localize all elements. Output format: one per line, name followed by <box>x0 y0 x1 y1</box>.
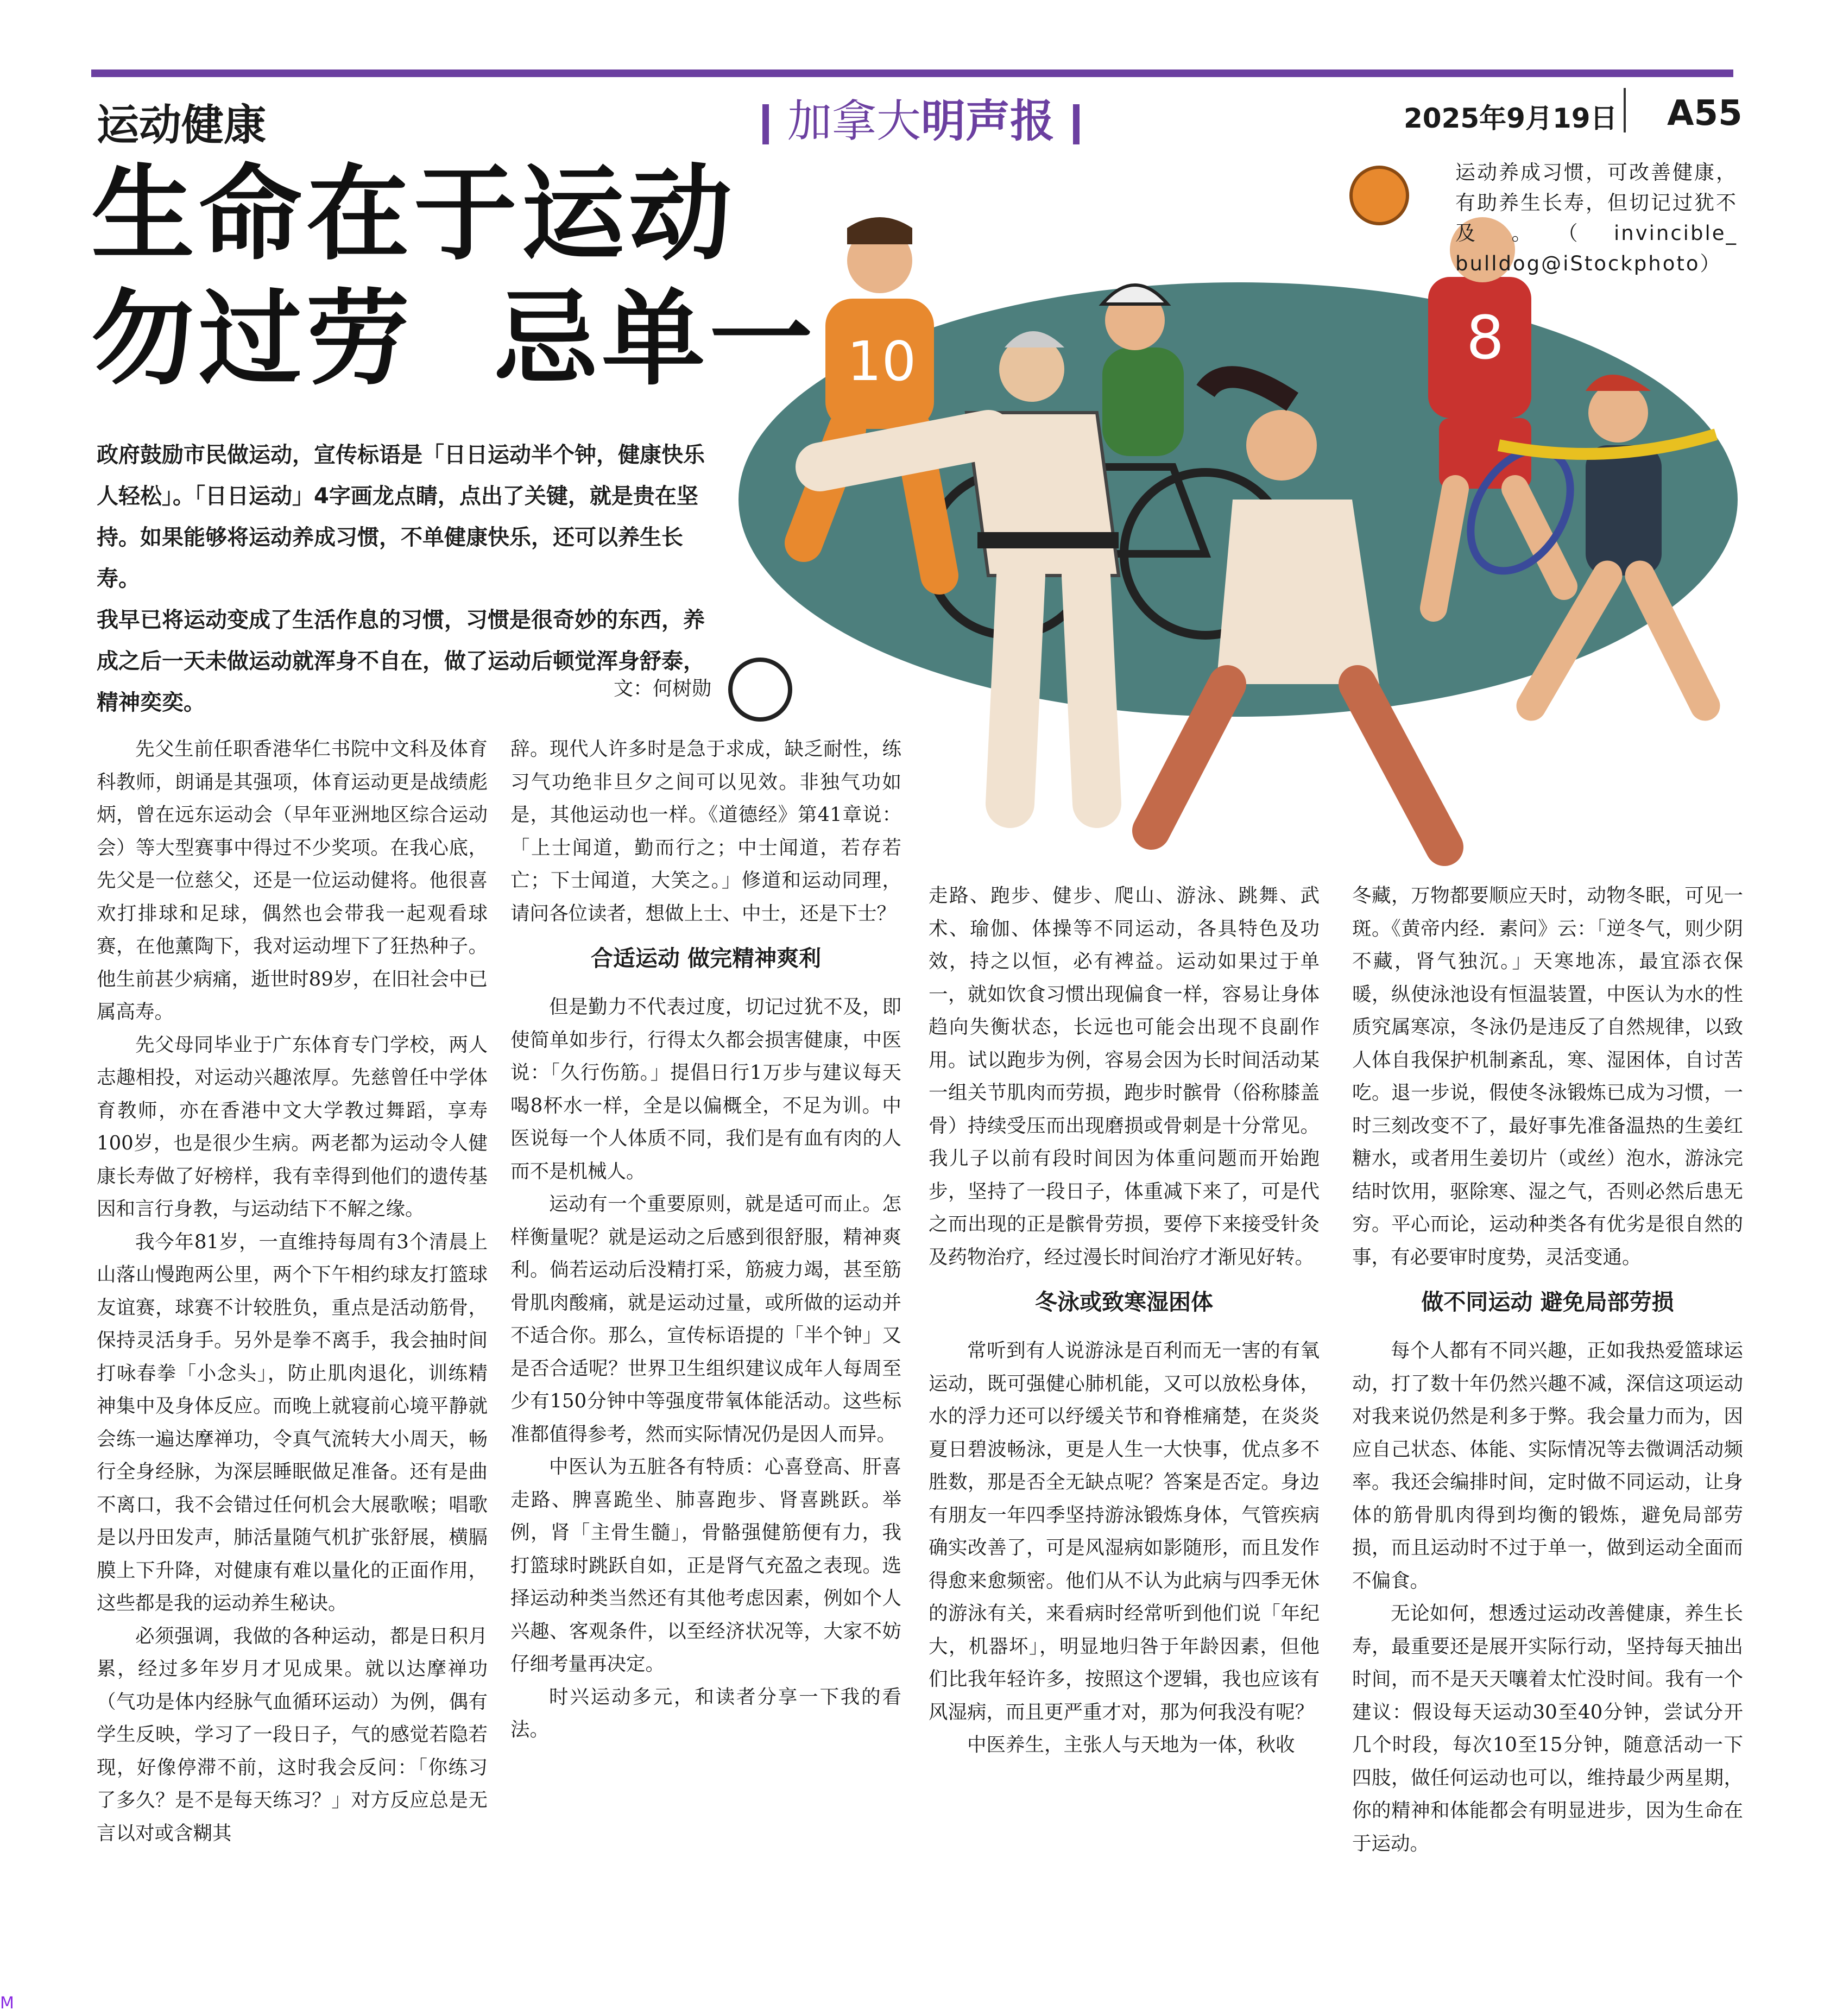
body-paragraph: 常听到有人说游泳是百利而无一害的有氧运动，既可强健心肺机能，又可以放松身体，水的浮力还可以纾缓关节和脊椎痛楚，在炎炎夏日碧波畅泳，更是人生一大快事，优点多不胜数，那是否全无缺点呢？答案是否定。身边有朋友一年四季坚持游泳锻炼身体，气管疾病确实改善了，可是风湿病如影随形，而且发作得愈来愈频密。他们从不认为此病与四季无休的游泳有关，来看病时经常听到他们说「年纪大，机器坏」，明显地归咎于年龄因素，但他们比我年轻许多，按照这个逻辑，我也应该有风湿病，而且更严重才对，那为何我没有呢？ <box>929 1339 1320 1723</box>
article-column-4 <box>1352 880 1743 1860</box>
body-paragraph: 辞。现代人许多时是急于求成，缺乏耐性，练习气功绝非旦夕之间可以见效。非独气功如是，其他运动也一样。《道德经》第41章说：「上士闻道，勤而行之；中士闻道，若存若亡；下士闻道，大笑之。」修道和运动同理，请问各位读者，想做上士、中士，还是下士？ <box>510 738 901 925</box>
body-paragraph: 中医认为五脏各有特质：心喜登高、肝喜走路、脾喜跪坐、肺喜跑步、肾喜跳跃。举例，肾「主骨生髓」，骨骼强健筋便有力，我打篮球时跳跃自如，正是肾气充盈之表现。选择运动种类当然还有其他考虑因素，例如个人兴趣、客观条件，以至经济状况等，大家不妨仔细考量再决定。 <box>510 1456 901 1675</box>
article-column-1 <box>97 733 488 1850</box>
soccer-ball-icon <box>730 660 790 719</box>
body-paragraph: 中医养生，主张人与天地为一体，秋收 <box>967 1734 1295 1756</box>
page-number: A55 <box>1667 93 1743 134</box>
body-paragraph: 我今年81岁，一直维持每周有3个清晨上山落山慢跑两公里，两个下午相约球友打篮球友谊赛，球赛不计较胜负，重点是活动筋骨，保持灵活身手。另外是拳不离手，我会抽时间打咏春拳「小念头」，防止肌肉退化，训练精神集中及身体反应。而晚上就寝前心境平静就会练一遍达摩禅功，令真气流转大小周天，畅行全身经脉，为深层睡眠做足准备。还有是曲不离口，我不会错过任何机会大展歌喉；唱歌是以丹田发声，肺活量随气机扩张舒展，横膈膜上下升降，对健康有难以量化的正面作用，这些都是我的运动养生秘诀。 <box>97 1230 488 1614</box>
masthead-name: 明声报 <box>921 96 1055 147</box>
body-paragraph: 先父生前任职香港华仁书院中文科及体育科教师，朗诵是其强项，体育运动更是战绩彪炳，曾在远东运动会（早年亚洲地区综合运动会）等大型赛事中得过不少奖项。在我心底，先父是一位慈父，还是一位运动健将。他很喜欢打排球和足球，偶然也会带我一起观看球赛，在他薰陶下，我对运动埋下了狂热种子。他生前甚少病痛，逝世时89岁，在旧社会中已属高寿。 <box>97 738 488 1023</box>
headline-line-1: 生命在于运动 <box>91 154 737 274</box>
body-paragraph: 必须强调，我做的各种运动，都是日积月累，经过多年岁月才见成果。就以达摩禅功（气功是体内经脉气血循环运动）为例，偶有学生反映，学习了一段日子，气的感觉若隐若现，好像停滞不前，这时我会反问：「你练习了多久？是不是每天练习？」对方反应总是无言以对或含糊其 <box>97 1625 488 1844</box>
body-paragraph: 无论如何，想透过运动改善健康，养生长寿，最重要还是展开实际行动，坚持每天抽出时间，而不是天天嚷着太忙没时间。我有一个建议：假设每天运动30至40分钟，尝试分开几个时段，每次10至15分钟，随意活动一下四肢，做任何运动也可以，维持最少两星期，你的精神和体能都会有明显进步，因为生命在于运动。 <box>1352 1602 1743 1855</box>
masthead-bar-left <box>762 104 769 144</box>
lede-paragraph: 政府鼓励市民做运动，宣传标语是「日日运动半个钟，健康快乐人轻松」。「日日运动」4字画龙点睛，点出了关键，就是贵在坚持。如果能够将运动养成习惯，不单健康快乐，还可以养生长寿。 <box>97 443 705 591</box>
masthead <box>744 86 1098 149</box>
subheading: 冬泳或致寒湿困体 <box>1035 1289 1213 1315</box>
basketball-icon <box>1351 167 1408 224</box>
body-paragraph: 运动有一个重要原则，就是适可而止。怎样衡量呢？就是运动之后感到很舒服，精神爽利。倘若运动后没精打采，筋疲力竭，甚至筋骨肌肉酸痛，就是运动过量，或所做的运动并不适合你。那么，宣传标语提的「半个钟」又是否合适呢？世界卫生组织建议成年人每周至少有150分钟中等强度带氧体能活动。这些标准都值得参考，然而实际情况仍是因人而异。 <box>510 1193 901 1445</box>
lede-paragraph: 我早已将运动变成了生活作息的习惯，习惯是很奇妙的东西，养成之后一天未做运动就浑身不自在，做了运动后顿觉浑身舒泰，精神奕奕。 <box>97 608 705 715</box>
article-column-3 <box>929 880 1320 1762</box>
top-rule <box>91 69 1733 77</box>
section-title: 运动健康 <box>97 101 267 150</box>
body-paragraph: 但是勤力不代表过度，切记过犹不及，即使简单如步行，行得太久都会损害健康，中医说：「久行伤筋。」提倡日行1万步与建议每天喝8杯水一样，全是以偏概全，不足为训。中医说每一个人体质不同，我们是有血有肉的人而不是机械人。 <box>510 996 901 1183</box>
photo-caption: 运动养成习惯，可改善健康，有助养生长寿，但切记过犹不及。（invincible_ bulldog@iStockphoto） <box>1455 161 1738 275</box>
body-paragraph: 先父母同毕业于广东体育专门学校，两人志趣相投，对运动兴趣浓厚。先慈曾任中学体育教师，亦在香港中文大学教过舞蹈，享寿100岁，也是很少生病。两老都为运动令人健康长寿做了好榜样，我有幸得到他们的遗传基因和言行身教，与运动结下不解之缘。 <box>97 1033 488 1220</box>
issue-date: 2025年9月19日 <box>1404 103 1618 134</box>
body-paragraph: 时兴运动多元，和读者分享一下我的看法。 <box>510 1685 901 1741</box>
footer-mark: M <box>0 1994 14 2013</box>
article-column-2 <box>510 733 901 1747</box>
headline-line-2: 勿过劳 忌单一 <box>91 279 817 399</box>
masthead-bar-right <box>1073 104 1080 144</box>
body-paragraph: 每个人都有不同兴趣，正如我热爱篮球运动，打了数十年仍然兴趣不减，深信这项运动对我来说仍然是利多于弊。我会量力而为，因应自己状态、体能、实际情况等去微调活动频率。我还会编排时间，定时做不同运动，让身体的筋骨肌肉得到均衡的锻炼，避免局部劳损，而且运动时不过于单一，做到运动全面而不偏食。 <box>1352 1339 1743 1592</box>
header-divider <box>1624 88 1626 132</box>
byline: 文：何树勋 <box>614 678 712 700</box>
masthead-prefix: 加拿大 <box>787 96 922 147</box>
body-paragraph: 冬藏，万物都要顺应天时，动物冬眠，可见一斑。《黄帝内经．素问》云：「逆冬气，则少阴不藏，肾气独沉。」天寒地冻，最宜添衣保暖，纵使泳池设有恒温装置，中医认为水的性质究属寒凉，冬泳仍是违反了自然规律，以致人体自我保护机制紊乱，寒、湿困体，自讨苦吃。退一步说，假使冬泳锻炼已成为习惯，一时三刻改变不了，最好事先准备温热的生姜红糖水，或者用生姜切片（或丝）泡水，游泳完结时饮用，驱除寒、湿之气，否则必然后患无穷。平心而论，运动种类各有优劣是很自然的事，有必要审时度势，灵活变通。 <box>1352 884 1743 1268</box>
soccer-jersey-number: 10 <box>847 330 917 393</box>
basketball-jersey-number: 8 <box>1466 303 1504 372</box>
subheading: 做不同运动 避免局部劳损 <box>1421 1289 1674 1315</box>
body-paragraph: 走路、跑步、健步、爬山、游泳、跳舞、武术、瑜伽、体操等不同运动，各具特色及功效，持之以恒，必有裨益。运动如果过于单一，就如饮食习惯出现偏食一样，容易让身体趋向失衡状态，长远也可能会出现不良副作用。试以跑步为例，容易会因为长时间活动某一组关节肌肉而劳损，跑步时髌骨（俗称膝盖骨）持续受压而出现磨损或骨刺是十分常见。我儿子以前有段时间因为体重问题而开始跑步，坚持了一段日子，体重减下来了，可是代之而出现的正是髌骨劳损，要停下来接受针灸及药物治疗，经过漫长时间治疗才渐见好转。 <box>929 884 1320 1268</box>
subheading: 合适运动 做完精神爽利 <box>590 945 822 971</box>
